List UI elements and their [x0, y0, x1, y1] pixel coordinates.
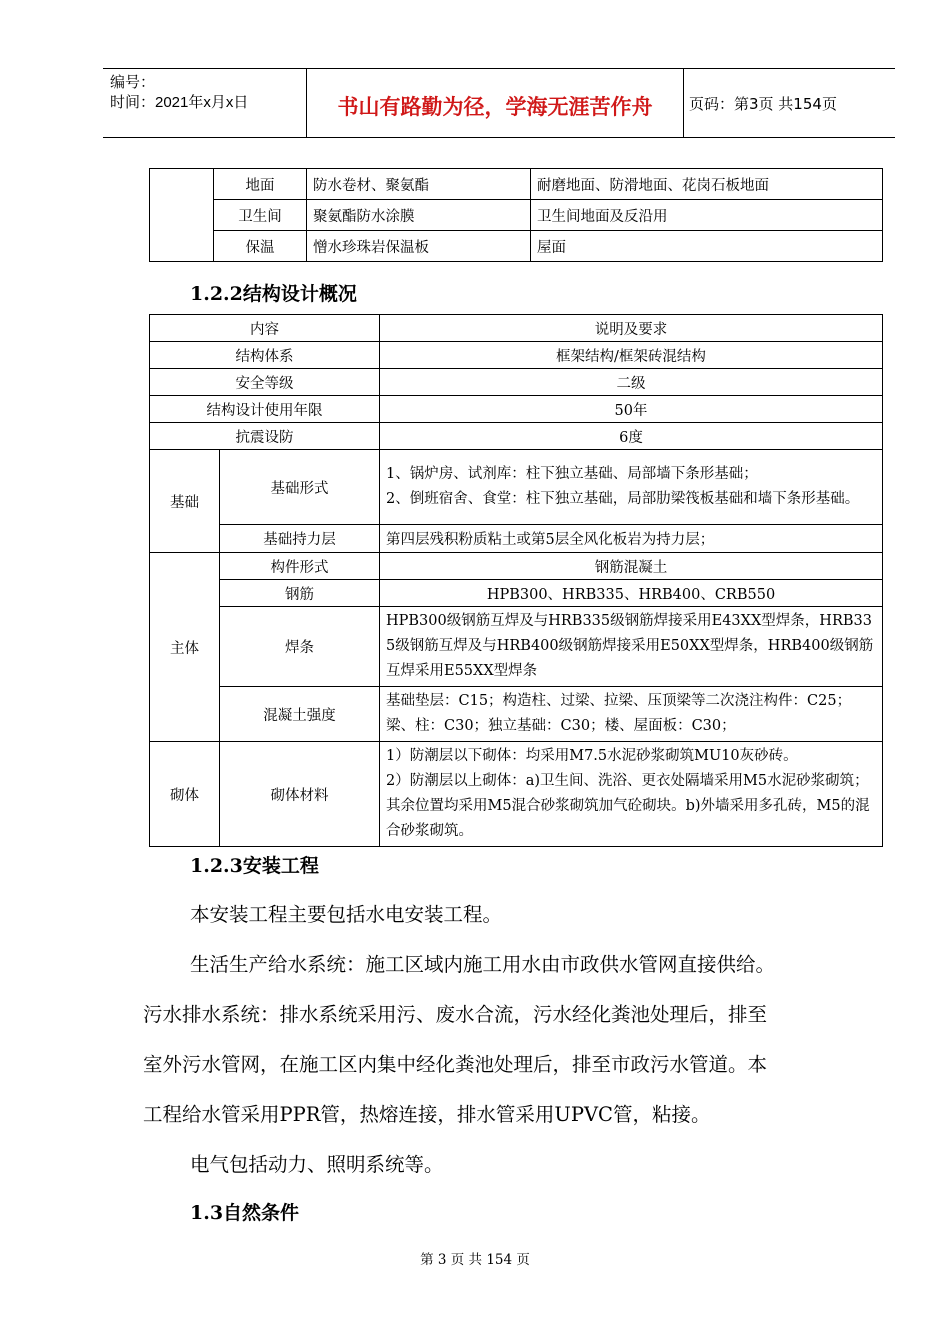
table-cell: 框架结构/框架砖混结构	[380, 342, 883, 369]
table-cell: 6度	[380, 423, 883, 450]
materials-table	[149, 168, 883, 262]
section-heading-122: 1.2.2结构设计概况	[190, 283, 357, 305]
table-cell: 砌体材料	[220, 742, 380, 847]
header-motto-cell	[306, 69, 684, 137]
header-page-cell	[683, 69, 895, 137]
table-cell: 基础形式	[220, 450, 380, 525]
table-row	[150, 396, 883, 423]
table-cell: 混凝土强度	[220, 687, 380, 742]
table-cell	[380, 450, 883, 525]
section-heading-123: 1.2.3安装工程	[190, 855, 319, 877]
page-footer: 第 3 页 共 154 页	[420, 1252, 530, 1268]
table-cell: 抗震设防	[150, 423, 380, 450]
table-cell: 结构体系	[150, 342, 380, 369]
masonry-line-1: 1）防潮层以下砌体：均采用M7.5水泥砂浆砌筑MU10灰砂砖。	[386, 748, 798, 764]
number-label: 编号：	[110, 74, 156, 91]
table-cell: 结构设计使用年限	[150, 396, 380, 423]
table-row	[150, 342, 883, 369]
table-cell	[150, 169, 214, 262]
page-header	[103, 68, 895, 138]
table-cell: 卫生间地面及反沿用	[531, 200, 883, 231]
section-heading-13: 1.3自然条件	[190, 1202, 300, 1224]
table-cell: 第四层残积粉质粘土或第5层全风化板岩为持力层；	[380, 525, 883, 553]
table-cell: 钢筋混凝土	[380, 553, 883, 580]
table-cell: 二级	[380, 369, 883, 396]
table-row	[150, 553, 883, 580]
paragraph: 电气包括动力、照明系统等。	[190, 1153, 444, 1176]
table-cell: 钢筋	[220, 580, 380, 607]
table-row	[150, 687, 883, 742]
table-cell: 安全等级	[150, 369, 380, 396]
table-group-cell: 主体	[150, 553, 220, 742]
table-cell: 基础垫层：C15；构造柱、过梁、拉梁、压顶梁等二次浇注构件：C25；梁、柱：C30；独立基础：C30；楼、屋面板：C30；	[380, 687, 883, 742]
table-cell	[380, 742, 883, 847]
table-header-cell: 内容	[150, 315, 380, 342]
paragraph: 生活生产给水系统：施工区域内施工用水由市政供水管网直接供给。	[190, 953, 776, 976]
table-cell: 耐磨地面、防滑地面、花岗石板地面	[531, 169, 883, 200]
table-group-cell: 基础	[150, 450, 220, 553]
table-header-cell: 说明及要求	[380, 315, 883, 342]
table-cell: 地面	[214, 169, 307, 200]
table-row	[150, 742, 883, 847]
foundation-line-1: 1、锅炉房、试剂库：柱下独立基础、局部墙下条形基础；	[386, 466, 758, 482]
table-row	[150, 231, 883, 262]
table-cell: 聚氨酯防水涂膜	[307, 200, 531, 231]
table-row	[150, 580, 883, 607]
paragraph: 工程给水管采用PPR管，热熔连接，排水管采用UPVC管，粘接。	[143, 1103, 711, 1126]
time-label: 时间：2021年x月x日	[110, 94, 249, 111]
table-row	[150, 200, 883, 231]
table-cell: HPB300级钢筋互焊及与HRB335级钢筋焊接采用E43XX型焊条，HRB335级钢筋互焊及与HRB400级钢筋焊接采用E50XX型焊条，HRB400级钢筋互焊采用E55XX型焊条	[380, 607, 883, 687]
table-cell: HPB300、HRB335、HRB400、CRB550	[380, 580, 883, 607]
foundation-line-2: 2、倒班宿舍、食堂：柱下独立基础，局部肋梁筏板基础和墙下条形基础。	[386, 491, 860, 507]
table-row	[150, 450, 883, 525]
table-row	[150, 169, 883, 200]
table-cell: 构件形式	[220, 553, 380, 580]
table-cell: 50年	[380, 396, 883, 423]
table-row	[150, 607, 883, 687]
paragraph: 室外污水管网，在施工区内集中经化粪池处理后，排至市政污水管道。本	[143, 1053, 768, 1076]
paragraph: 本安装工程主要包括水电安装工程。	[190, 903, 503, 926]
table-cell: 卫生间	[214, 200, 307, 231]
table-cell: 屋面	[531, 231, 883, 262]
header-meta	[103, 69, 306, 137]
table-group-cell: 砌体	[150, 742, 220, 847]
table-row	[150, 369, 883, 396]
table-header-row	[150, 315, 883, 342]
table-cell: 基础持力层	[220, 525, 380, 553]
motto: 书山有路勤为径，学海无涯苦作舟	[337, 95, 653, 119]
table-cell: 焊条	[220, 607, 380, 687]
table-row	[150, 525, 883, 553]
structure-table	[149, 314, 883, 847]
table-cell: 憎水珍珠岩保温板	[307, 231, 531, 262]
table-cell: 保温	[214, 231, 307, 262]
masonry-line-2: 2）防潮层以上砌体：a)卫生间、洗浴、更衣处隔墙采用M5水泥砂浆砌筑；其余位置均采用M5混合砂浆砌筑加气砼砌块。b)外墙采用多孔砖，M5的混合砂浆砌筑。	[386, 773, 870, 839]
table-cell: 防水卷材、聚氨酯	[307, 169, 531, 200]
paragraph: 污水排水系统：排水系统采用污、废水合流，污水经化粪池处理后，排至	[143, 1003, 768, 1026]
table-row	[150, 423, 883, 450]
page-number-label: 页码：第3页 共154页	[689, 95, 837, 113]
